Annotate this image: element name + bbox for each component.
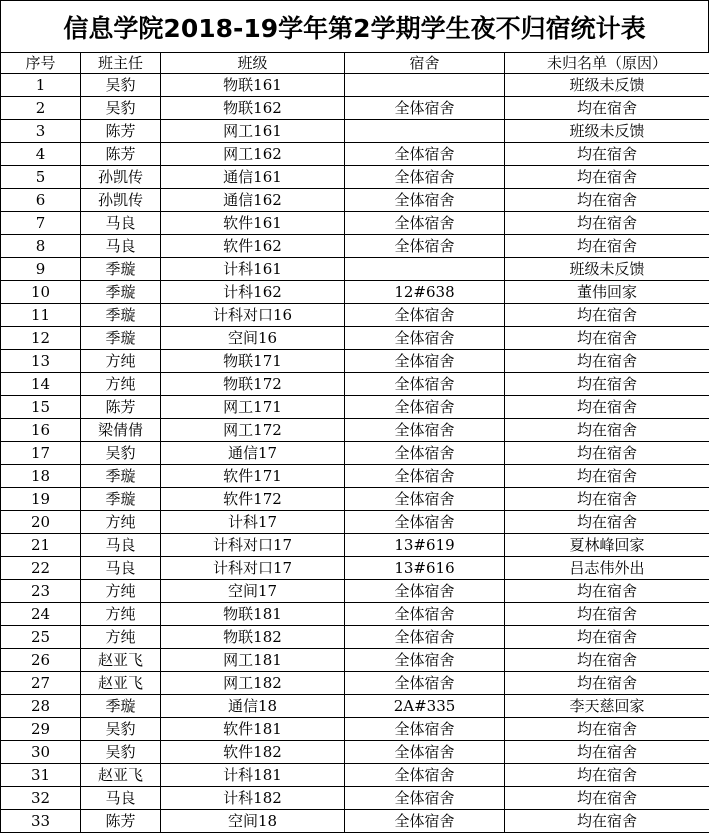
table-row: [1, 166, 709, 189]
cell-index[interactable]: 28: [1, 695, 81, 718]
cell-class[interactable]: 计科17: [161, 511, 345, 534]
table-row: [1, 718, 709, 741]
cell-class[interactable]: 网工162: [161, 143, 345, 166]
cell-dorm[interactable]: [345, 258, 505, 281]
cell-teacher[interactable]: 陈芳: [81, 396, 161, 419]
cell-class[interactable]: 通信162: [161, 189, 345, 212]
cell-dorm[interactable]: 全体宿舍: [345, 672, 505, 695]
table-row: [1, 626, 709, 649]
cell-class[interactable]: 物联182: [161, 626, 345, 649]
cell-dorm[interactable]: [345, 74, 505, 97]
cell-absent[interactable]: 班级未反馈: [505, 120, 709, 143]
cell-dorm[interactable]: 全体宿舍: [345, 511, 505, 534]
cell-dorm[interactable]: 全体宿舍: [345, 488, 505, 511]
table-row: [1, 373, 709, 396]
cell-dorm[interactable]: 全体宿舍: [345, 304, 505, 327]
attendance-table: [0, 52, 709, 833]
cell-absent[interactable]: 均在宿舍: [505, 787, 709, 810]
header-cell-absent[interactable]: 未归名单（原因）: [505, 53, 709, 74]
cell-index[interactable]: 10: [1, 281, 81, 304]
table-row: [1, 511, 709, 534]
cell-absent[interactable]: 均在宿舍: [505, 465, 709, 488]
cell-teacher[interactable]: 孙凯传: [81, 189, 161, 212]
cell-absent[interactable]: 均在宿舍: [505, 442, 709, 465]
cell-teacher[interactable]: 方纯: [81, 580, 161, 603]
cell-index[interactable]: 25: [1, 626, 81, 649]
table-row: [1, 350, 709, 373]
cell-index[interactable]: 19: [1, 488, 81, 511]
cell-dorm[interactable]: [345, 120, 505, 143]
cell-dorm[interactable]: 全体宿舍: [345, 580, 505, 603]
cell-dorm[interactable]: 全体宿舍: [345, 603, 505, 626]
cell-absent[interactable]: 均在宿舍: [505, 649, 709, 672]
cell-absent[interactable]: 均在宿舍: [505, 304, 709, 327]
cell-dorm[interactable]: 全体宿舍: [345, 442, 505, 465]
cell-absent[interactable]: 均在宿舍: [505, 166, 709, 189]
cell-teacher[interactable]: 赵亚飞: [81, 764, 161, 787]
table-row: [1, 672, 709, 695]
cell-index[interactable]: 16: [1, 419, 81, 442]
cell-absent[interactable]: 均在宿舍: [505, 373, 709, 396]
cell-teacher[interactable]: 季璇: [81, 488, 161, 511]
table-row: [1, 396, 709, 419]
header-cell-class[interactable]: 班级: [161, 53, 345, 74]
cell-absent[interactable]: 班级未反馈: [505, 258, 709, 281]
cell-index[interactable]: 15: [1, 396, 81, 419]
cell-class[interactable]: 物联181: [161, 603, 345, 626]
cell-index[interactable]: 4: [1, 143, 81, 166]
header-row: [1, 53, 709, 74]
cell-index[interactable]: 11: [1, 304, 81, 327]
table-row: [1, 764, 709, 787]
cell-absent[interactable]: 吕志伟外出: [505, 557, 709, 580]
cell-index[interactable]: 27: [1, 672, 81, 695]
cell-index[interactable]: 26: [1, 649, 81, 672]
cell-class[interactable]: 网工182: [161, 672, 345, 695]
cell-index[interactable]: 14: [1, 373, 81, 396]
cell-index[interactable]: 18: [1, 465, 81, 488]
cell-class[interactable]: 空间16: [161, 327, 345, 350]
cell-absent[interactable]: 均在宿舍: [505, 350, 709, 373]
cell-dorm[interactable]: 全体宿舍: [345, 143, 505, 166]
cell-dorm[interactable]: 全体宿舍: [345, 166, 505, 189]
cell-teacher[interactable]: 季璇: [81, 465, 161, 488]
cell-teacher[interactable]: 方纯: [81, 511, 161, 534]
header-cell-teacher[interactable]: 班主任: [81, 53, 161, 74]
cell-absent[interactable]: 均在宿舍: [505, 143, 709, 166]
table-row: [1, 235, 709, 258]
cell-dorm[interactable]: 全体宿舍: [345, 235, 505, 258]
cell-teacher[interactable]: 季璇: [81, 304, 161, 327]
cell-absent[interactable]: 均在宿舍: [505, 718, 709, 741]
cell-absent[interactable]: 班级未反馈: [505, 74, 709, 97]
table-row: [1, 695, 709, 718]
cell-index[interactable]: 7: [1, 212, 81, 235]
cell-class[interactable]: 物联172: [161, 373, 345, 396]
table-row: [1, 74, 709, 97]
cell-absent[interactable]: 李天慈回家: [505, 695, 709, 718]
cell-teacher[interactable]: 吴豹: [81, 741, 161, 764]
cell-teacher[interactable]: 吴豹: [81, 718, 161, 741]
cell-class[interactable]: 物联162: [161, 97, 345, 120]
cell-class[interactable]: 网工161: [161, 120, 345, 143]
cell-teacher[interactable]: 马良: [81, 235, 161, 258]
table-row: [1, 465, 709, 488]
cell-absent[interactable]: 均在宿舍: [505, 189, 709, 212]
cell-class[interactable]: 计科对口17: [161, 534, 345, 557]
cell-teacher[interactable]: 马良: [81, 557, 161, 580]
cell-index[interactable]: 5: [1, 166, 81, 189]
table-row: [1, 534, 709, 557]
cell-class[interactable]: 软件162: [161, 235, 345, 258]
cell-index[interactable]: 12: [1, 327, 81, 350]
cell-absent[interactable]: 均在宿舍: [505, 672, 709, 695]
cell-class[interactable]: 软件172: [161, 488, 345, 511]
cell-absent[interactable]: 均在宿舍: [505, 327, 709, 350]
cell-class[interactable]: 通信18: [161, 695, 345, 718]
cell-teacher[interactable]: 陈芳: [81, 810, 161, 833]
cell-absent[interactable]: 均在宿舍: [505, 603, 709, 626]
cell-class[interactable]: 物联171: [161, 350, 345, 373]
cell-class[interactable]: 空间17: [161, 580, 345, 603]
cell-dorm[interactable]: 2A#335: [345, 695, 505, 718]
header-cell-index[interactable]: 序号: [1, 53, 81, 74]
cell-dorm[interactable]: 全体宿舍: [345, 718, 505, 741]
cell-dorm[interactable]: 13#616: [345, 557, 505, 580]
cell-absent[interactable]: 夏林峰回家: [505, 534, 709, 557]
table-row: [1, 327, 709, 350]
cell-teacher[interactable]: 梁倩倩: [81, 419, 161, 442]
cell-teacher[interactable]: 陈芳: [81, 143, 161, 166]
table-row: [1, 810, 709, 833]
cell-absent[interactable]: 均在宿舍: [505, 488, 709, 511]
cell-class[interactable]: 计科对口17: [161, 557, 345, 580]
cell-teacher[interactable]: 季璇: [81, 258, 161, 281]
cell-teacher[interactable]: 马良: [81, 787, 161, 810]
table-row: [1, 787, 709, 810]
cell-class[interactable]: 软件182: [161, 741, 345, 764]
cell-index[interactable]: 22: [1, 557, 81, 580]
table-row: [1, 442, 709, 465]
cell-dorm[interactable]: 全体宿舍: [345, 787, 505, 810]
cell-dorm[interactable]: 全体宿舍: [345, 465, 505, 488]
cell-index[interactable]: 9: [1, 258, 81, 281]
cell-class[interactable]: 网工181: [161, 649, 345, 672]
cell-absent[interactable]: 均在宿舍: [505, 741, 709, 764]
table-row: [1, 212, 709, 235]
cell-index[interactable]: 20: [1, 511, 81, 534]
cell-index[interactable]: 2: [1, 97, 81, 120]
cell-absent[interactable]: 均在宿舍: [505, 235, 709, 258]
cell-teacher[interactable]: 吴豹: [81, 74, 161, 97]
cell-teacher[interactable]: 方纯: [81, 350, 161, 373]
table-row: [1, 143, 709, 166]
cell-dorm[interactable]: 全体宿舍: [345, 764, 505, 787]
cell-class[interactable]: 计科182: [161, 787, 345, 810]
cell-class[interactable]: 通信161: [161, 166, 345, 189]
table-row: [1, 97, 709, 120]
cell-teacher[interactable]: 方纯: [81, 373, 161, 396]
cell-index[interactable]: 30: [1, 741, 81, 764]
cell-absent[interactable]: 均在宿舍: [505, 511, 709, 534]
cell-absent[interactable]: 均在宿舍: [505, 764, 709, 787]
table-row: [1, 580, 709, 603]
table-row: [1, 189, 709, 212]
cell-teacher[interactable]: 孙凯传: [81, 166, 161, 189]
cell-index[interactable]: 33: [1, 810, 81, 833]
cell-index[interactable]: 32: [1, 787, 81, 810]
table-row: [1, 281, 709, 304]
cell-teacher[interactable]: 季璇: [81, 695, 161, 718]
table-row: [1, 603, 709, 626]
table-row: [1, 304, 709, 327]
cell-teacher[interactable]: 陈芳: [81, 120, 161, 143]
table-row: [1, 258, 709, 281]
cell-class[interactable]: 物联161: [161, 74, 345, 97]
cell-absent[interactable]: 均在宿舍: [505, 97, 709, 120]
cell-class[interactable]: 计科对口16: [161, 304, 345, 327]
cell-dorm[interactable]: 12#638: [345, 281, 505, 304]
cell-teacher[interactable]: 方纯: [81, 626, 161, 649]
cell-index[interactable]: 29: [1, 718, 81, 741]
cell-index[interactable]: 21: [1, 534, 81, 557]
cell-dorm[interactable]: 全体宿舍: [345, 97, 505, 120]
table-row: [1, 419, 709, 442]
cell-dorm[interactable]: 全体宿舍: [345, 741, 505, 764]
cell-teacher[interactable]: 季璇: [81, 281, 161, 304]
cell-index[interactable]: 23: [1, 580, 81, 603]
cell-teacher[interactable]: 吴豹: [81, 97, 161, 120]
cell-index[interactable]: 1: [1, 74, 81, 97]
table-row: [1, 741, 709, 764]
cell-dorm[interactable]: 全体宿舍: [345, 810, 505, 833]
table-row: [1, 488, 709, 511]
cell-absent[interactable]: 均在宿舍: [505, 580, 709, 603]
cell-absent[interactable]: 均在宿舍: [505, 212, 709, 235]
cell-teacher[interactable]: 吴豹: [81, 442, 161, 465]
cell-dorm[interactable]: 13#619: [345, 534, 505, 557]
cell-index[interactable]: 24: [1, 603, 81, 626]
cell-dorm[interactable]: 全体宿舍: [345, 373, 505, 396]
cell-absent[interactable]: 均在宿舍: [505, 396, 709, 419]
cell-index[interactable]: 17: [1, 442, 81, 465]
cell-teacher[interactable]: 季璇: [81, 327, 161, 350]
cell-index[interactable]: 3: [1, 120, 81, 143]
cell-index[interactable]: 31: [1, 764, 81, 787]
cell-class[interactable]: 软件181: [161, 718, 345, 741]
table-row: [1, 120, 709, 143]
cell-dorm[interactable]: 全体宿舍: [345, 649, 505, 672]
cell-absent[interactable]: 均在宿舍: [505, 419, 709, 442]
cell-absent[interactable]: 均在宿舍: [505, 626, 709, 649]
cell-teacher[interactable]: 赵亚飞: [81, 672, 161, 695]
header-cell-dorm[interactable]: 宿舍: [345, 53, 505, 74]
cell-teacher[interactable]: 马良: [81, 534, 161, 557]
cell-absent[interactable]: 均在宿舍: [505, 810, 709, 833]
cell-class[interactable]: 计科161: [161, 258, 345, 281]
cell-absent[interactable]: 董伟回家: [505, 281, 709, 304]
cell-dorm[interactable]: 全体宿舍: [345, 327, 505, 350]
cell-dorm[interactable]: 全体宿舍: [345, 212, 505, 235]
cell-teacher[interactable]: 马良: [81, 212, 161, 235]
cell-class[interactable]: 软件161: [161, 212, 345, 235]
cell-class[interactable]: 空间18: [161, 810, 345, 833]
cell-class[interactable]: 软件171: [161, 465, 345, 488]
cell-dorm[interactable]: 全体宿舍: [345, 350, 505, 373]
cell-teacher[interactable]: 方纯: [81, 603, 161, 626]
cell-dorm[interactable]: 全体宿舍: [345, 189, 505, 212]
cell-teacher[interactable]: 赵亚飞: [81, 649, 161, 672]
cell-index[interactable]: 13: [1, 350, 81, 373]
cell-class[interactable]: 计科181: [161, 764, 345, 787]
cell-class[interactable]: 网工172: [161, 419, 345, 442]
cell-dorm[interactable]: 全体宿舍: [345, 396, 505, 419]
cell-class[interactable]: 通信17: [161, 442, 345, 465]
sheet-title[interactable]: 信息学院2018-19学年第2学期学生夜不归宿统计表: [0, 0, 709, 52]
cell-index[interactable]: 6: [1, 189, 81, 212]
cell-index[interactable]: 8: [1, 235, 81, 258]
cell-dorm[interactable]: 全体宿舍: [345, 419, 505, 442]
cell-dorm[interactable]: 全体宿舍: [345, 626, 505, 649]
cell-class[interactable]: 计科162: [161, 281, 345, 304]
table-row: [1, 557, 709, 580]
cell-class[interactable]: 网工171: [161, 396, 345, 419]
table-row: [1, 649, 709, 672]
